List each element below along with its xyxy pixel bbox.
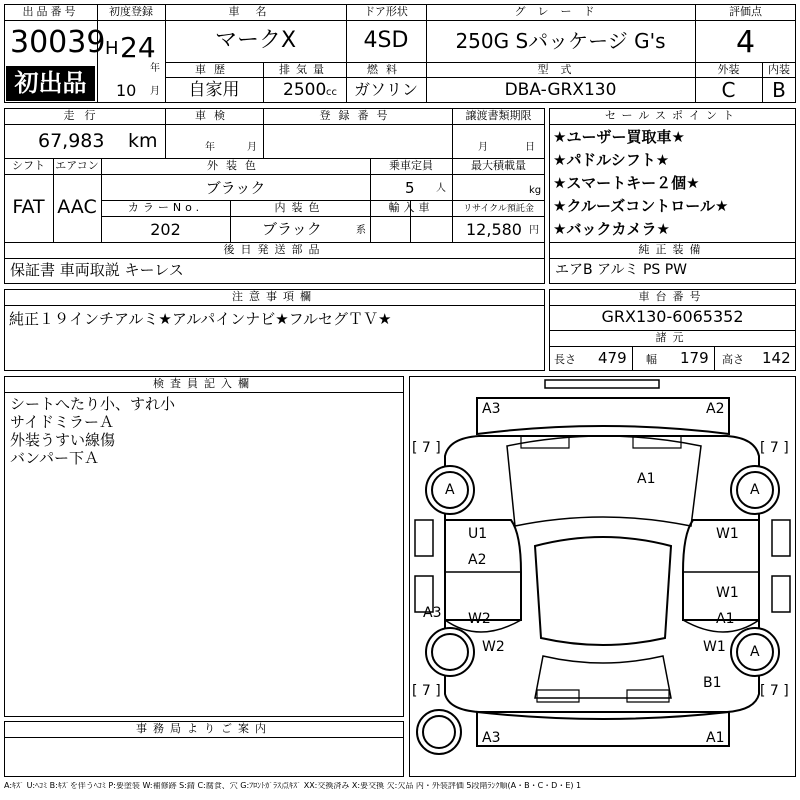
sales-point-3: ★スマートキー２個★ [553,174,700,192]
specs-label: 諸元 [655,331,690,344]
later-shipping-parts: 保証書 車両取説 キーレス [10,261,184,279]
mark-u1: U1 [468,526,488,542]
legend: A:ｷｽﾞ U:ﾍｺﾐ B:ｷｽﾞを伴うﾍｺﾐ P:要塗装 W:補修跡 S:錆 C:腐食、穴 G:ﾌﾛﾝﾄｶﾞﾗｽ点ｷｽﾞ XX:交換済み X:要交換 欠:欠品 内・外装評価 5段階ﾗﾝｸ順(A・B・C・D・E) 1 [4,782,582,790]
width: 179 [680,349,709,367]
ac-label: エアコン [55,159,99,172]
width-label: 幅 [646,353,657,366]
model-code: DBA-GRX130 [504,80,617,100]
mark-a3-bottom: A3 [482,730,501,746]
bracket-7-bl: [ 7 ] [412,683,441,699]
mark-w1-right-1: W1 [716,526,739,542]
registration-year: 24 [120,31,156,64]
car-history-label: 車歴 [195,63,233,76]
inspection-label: 車検 [195,109,233,122]
registration-month: 10 [116,81,137,100]
sales-point-5: ★バックカメラ★ [553,220,670,238]
inspector-note-3: 外装うすい線傷 [10,431,116,449]
bracket-7-br: [ 7 ] [760,683,789,699]
interior-grade-label: 内装 [768,63,790,76]
inspector-note-1: シートへたり小、すれ小 [10,395,176,413]
color-number-label: カラーNo. [127,201,204,214]
displacement-label: 排気量 [279,63,330,76]
mark-b1: B1 [703,675,722,691]
mark-a2-top: A2 [706,401,725,417]
recycle-deposit-label: リサイクル預託金 [463,204,534,214]
registration-number-label: 登録番号 [319,109,396,122]
bracket-7-tr: [ 7 ] [760,440,789,456]
office-notice-label: 事務局よりご案内 [136,722,272,735]
max-load-label: 最大積載量 [471,159,526,172]
mark-w2-left-2: W2 [482,639,505,655]
grade-label: グレード [514,5,607,18]
exterior-grade-label: 外装 [717,63,740,76]
height-label: 高さ [722,353,744,366]
genuine-equipment-label: 純正装備 [638,243,707,256]
inspector-note-2: サイドミラーＡ [10,413,114,431]
sales-points-label: セールスポイント [604,109,740,122]
bracket-7-tl: [ 7 ] [412,440,441,456]
exterior-color: ブラック [205,179,266,197]
month-unit: 月 [150,86,160,97]
notes-label: 注意事項欄 [232,290,317,303]
recycle-deposit: 12,580 [466,220,522,239]
first-listing-label: 初出品 [14,69,87,97]
mark-a1-right: A1 [716,611,735,627]
displacement: 2500 [283,80,327,100]
inspector-note-4: バンパー下Ａ [10,449,99,467]
inspection-year-unit: 年 [205,142,215,153]
car-diagram [409,376,796,777]
door-type-label: ドア形状 [364,5,408,18]
interior-color: ブラック [262,220,322,238]
mark-w2-left-1: W2 [468,611,491,627]
mark-a3-top: A3 [482,401,501,417]
capacity-unit: 人 [436,183,446,194]
fuel-label: 燃料 [367,63,405,76]
model-label: 型式 [537,63,584,76]
era: H [105,38,119,59]
score-label: 評価点 [729,5,762,18]
mileage-unit: km [128,130,158,152]
score: 4 [735,25,756,60]
later-shipping-label: 後日発送部品 [223,243,326,256]
color-number: 202 [150,220,181,239]
grade: 250G Sパッケージ G's [455,29,666,53]
mileage: 67,983 [38,130,105,152]
import-label: 輸入車 [388,201,434,214]
recycle-deposit-unit: 円 [529,225,539,236]
displacement-unit: cc [326,87,337,98]
door-type: 4SD [363,28,409,53]
sales-point-1: ★ユーザー買取車★ [553,128,685,146]
lot-number-label: 出品番号 [22,5,79,18]
fuel: ガソリン [353,80,418,99]
interior-color-unit: 系 [356,225,366,236]
mileage-label: 走行 [63,109,106,122]
first-registration-label: 初度登録 [109,5,153,18]
chassis-number-label: 車台番号 [638,290,707,303]
max-load-unit: kg [529,185,542,196]
capacity-label: 乗車定員 [389,159,433,172]
lot-number: 30039 [10,25,106,60]
length-label: 長さ [554,353,576,366]
car-history: 自家用 [188,80,240,100]
transfer-day-unit: 日 [525,142,535,153]
mark-w1-right-2: W1 [716,585,739,601]
shift-label: シフト [12,159,45,172]
year-unit: 年 [150,63,160,74]
transfer-month-unit: 月 [478,142,488,153]
mark-w1-right-3: W1 [703,639,726,655]
exterior-color-label: 外装色 [207,159,264,172]
inspector-notes-label: 検査員記入欄 [153,377,255,390]
chassis-number: GRX130-6065352 [601,307,744,326]
capacity: 5 [405,179,415,197]
tire-front-right: A [750,482,760,498]
exterior-grade: C [721,78,736,102]
tire-front-left: A [445,482,455,498]
mark-a3-left: A3 [423,605,442,621]
notes-text: 純正１９インチアルミ★アルパインナビ★フルセグＴＶ★ [9,310,392,328]
interior-color-label: 内装色 [274,201,326,214]
height: 142 [762,349,791,367]
air-conditioner: AAC [57,196,97,218]
sales-point-4: ★クルーズコントロール★ [553,197,729,215]
tire-rear-right: A [750,644,760,660]
interior-grade: B [772,78,786,102]
car-name: マークX [214,28,297,53]
length: 479 [598,349,627,367]
sales-point-2: ★パドルシフト★ [553,151,670,169]
transfer-deadline-label: 譲渡書類期限 [465,109,532,122]
mark-a1-bottom: A1 [706,730,725,746]
genuine-equipment: エアB アルミ PS PW [555,262,688,278]
mark-a2-left: A2 [468,552,487,568]
mark-a1-roof: A1 [637,471,656,487]
car-name-label: 車名 [228,5,283,18]
shift: FAT [12,196,45,218]
inspection-month-unit: 月 [247,142,257,153]
